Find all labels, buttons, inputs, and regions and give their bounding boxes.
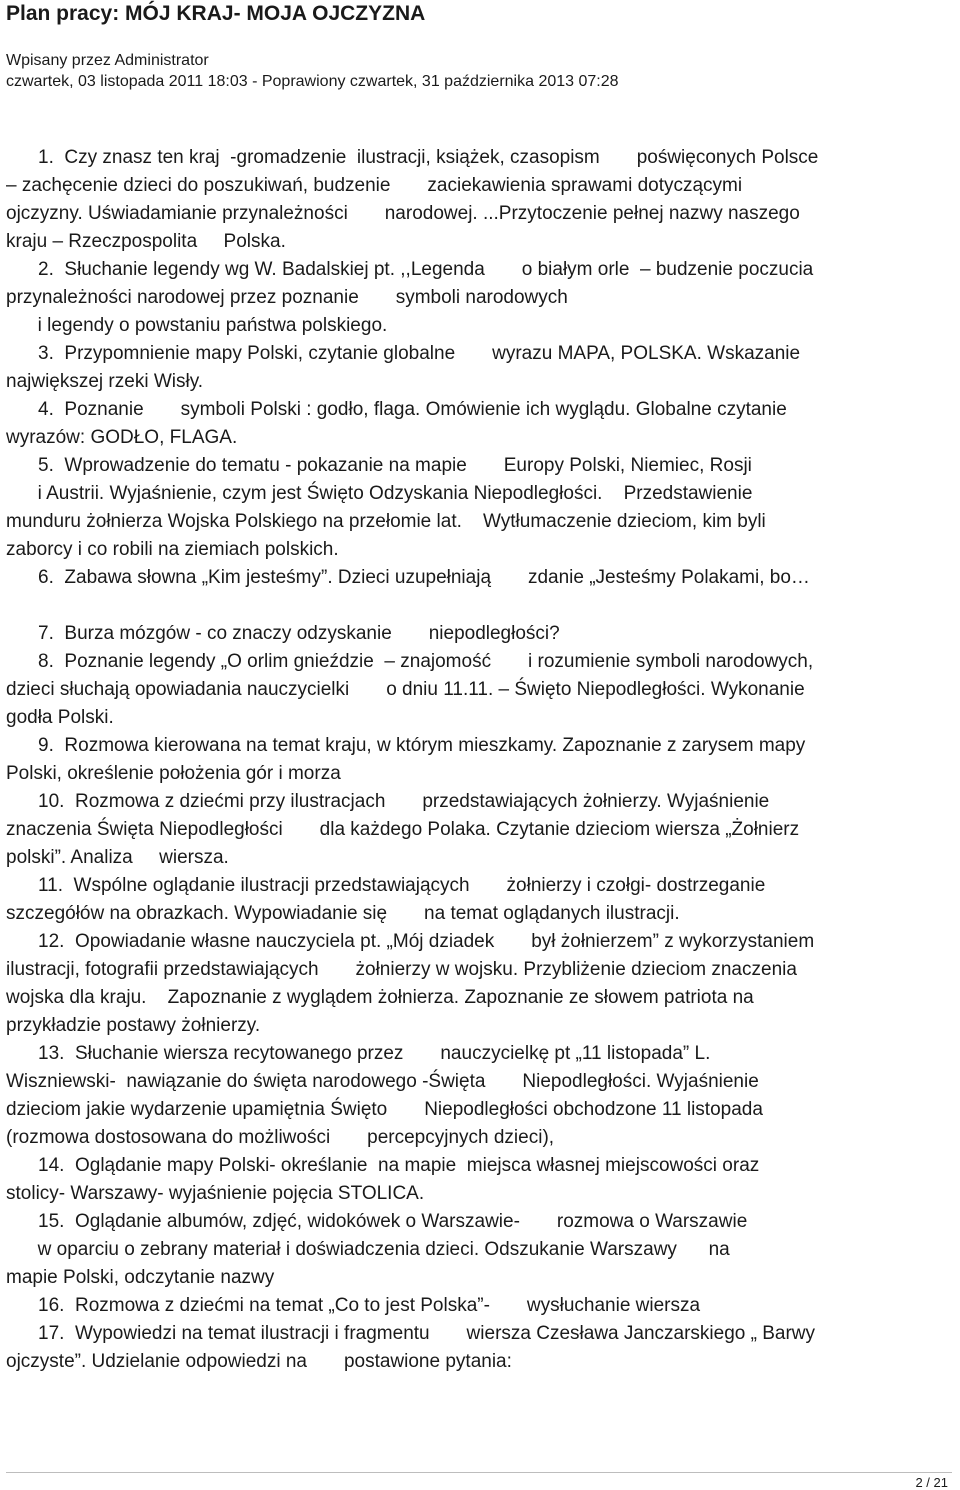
text-line: 17. Wypowiedzi na temat ilustracji i fragmentu wiersza Czesława Janczarskiego „ Barwy: [38, 1323, 816, 1344]
text-line: munduru żołnierza Wojska Polskiego na przełomie lat. Wytłumaczenie dzieciom, kim byli: [6, 511, 766, 532]
text-line: przynależności narodowej przez poznanie symboli narodowych: [6, 287, 568, 308]
text-line: i legendy o powstaniu państwa polskiego.: [6, 315, 388, 336]
text-line: ojczyste”. Udzielanie odpowiedzi na postawione pytania:: [6, 1351, 512, 1372]
text-line: 3. Przypomnienie mapy Polski, czytanie globalne wyrazu MAPA, POLSKA. Wskazanie: [38, 343, 801, 364]
text-line: 9. Rozmowa kierowana na temat kraju, w którym mieszkamy. Zapoznanie z zarysem mapy: [38, 735, 806, 756]
text-line: mapie Polski, odczytanie nazwy: [6, 1267, 275, 1288]
text-line: (rozmowa dostosowana do możliwości percepcyjnych dzieci),: [6, 1127, 555, 1148]
text-line: 7. Burza mózgów - co znaczy odzyskanie niepodległości?: [38, 623, 560, 644]
text-line: w oparciu o zebrany materiał i doświadczenia dzieci. Odszukanie Warszawy na: [6, 1239, 730, 1260]
text-line: 11. Wspólne oglądanie ilustracji przedstawiających żołnierzy i czołgi- dostrzeganie: [38, 875, 766, 896]
text-line: 16. Rozmowa z dziećmi na temat „Co to jest Polska”- wysłuchanie wiersza: [38, 1295, 701, 1316]
text-line: wojska dla kraju. Zapoznanie z wyglądem żołnierza. Zapoznanie ze słowem patriota na: [6, 987, 754, 1008]
text-line: i Austrii. Wyjaśnienie, czym jest Święto Odzyskania Niepodległości. Przedstawienie: [6, 483, 753, 504]
text-line: godła Polski.: [6, 707, 114, 728]
text-line: zaborcy i co robili na ziemiach polskich.: [6, 539, 339, 560]
text-line: szczegółów na obrazkach. Wypowiadanie się na temat oglądanych ilustracji.: [6, 903, 680, 924]
page-title: Plan pracy: MÓJ KRAJ- MOJA OJCZYZNA: [6, 2, 426, 25]
text-line: 5. Wprowadzenie do tematu - pokazanie na mapie Europy Polski, Niemiec, Rosji: [38, 455, 752, 476]
text-line: 13. Słuchanie wiersza recytowanego przez nauczycielkę pt „11 listopada” L.: [38, 1043, 711, 1064]
text-line: znaczenia Święta Niepodległości dla każdego Polaka. Czytanie dzieciom wiersza „Żołnierz: [6, 819, 800, 840]
text-line: Polski, określenie położenia gór i morza: [6, 763, 341, 784]
text-line: stolicy- Warszawy- wyjaśnienie pojęcia STOLICA.: [6, 1183, 425, 1204]
text-line: 6. Zabawa słowna „Kim jesteśmy”. Dzieci uzupełniają zdanie „Jesteśmy Polakami, bo…: [38, 567, 810, 588]
text-line: wyrazów: GODŁO, FLAGA.: [6, 427, 238, 448]
text-line: największej rzeki Wisły.: [6, 371, 204, 392]
text-line: 10. Rozmowa z dziećmi przy ilustracjach przedstawiających żołnierzy. Wyjaśnienie: [38, 791, 770, 812]
text-line: 2. Słuchanie legendy wg W. Badalskiej pt. ,,Legenda o białym orle – budzenie poczucia: [38, 259, 814, 280]
text-line: Wiszniewski- nawiązanie do święta narodowego -Święta Niepodległości. Wyjaśnienie: [6, 1071, 759, 1092]
text-line: przykładzie postawy żołnierzy.: [6, 1015, 261, 1036]
footer-divider: [6, 1472, 952, 1473]
text-line: 14. Oglądanie mapy Polski- określanie na mapie miejsca własnej miejscowości oraz: [38, 1155, 760, 1176]
text-line: dzieciom jakie wydarzenie upamiętnia Święto Niepodległości obchodzone 11 listopada: [6, 1099, 763, 1120]
text-line: 4. Poznanie symboli Polski : godło, flaga. Omówienie ich wyglądu. Globalne czytanie: [38, 399, 787, 420]
text-line: kraju – Rzeczpospolita Polska.: [6, 231, 286, 252]
text-line: 12. Opowiadanie własne nauczyciela pt. „Mój dziadek był żołnierzem” z wykorzystaniem: [38, 931, 815, 952]
text-line: ilustracji, fotografii przedstawiających żołnierzy w wojsku. Przybliżenie dzieciom znaczenia: [6, 959, 797, 980]
date-line: czwartek, 03 listopada 2011 18:03 - Poprawiony czwartek, 31 października 2013 07:28: [6, 73, 619, 90]
text-line: polski”. Analiza wiersza.: [6, 847, 229, 868]
text-line: – zachęcenie dzieci do poszukiwań, budzenie zaciekawienia sprawami dotyczącymi: [6, 175, 743, 196]
text-line: 15. Oglądanie albumów, zdjęć, widokówek o Warszawie- rozmowa o Warszawie: [38, 1211, 748, 1232]
author-line: Wpisany przez Administrator: [6, 52, 209, 69]
text-line: dzieci słuchają opowiadania nauczycielki o dniu 11.11. – Święto Niepodległości. Wykonanie: [6, 679, 805, 700]
text-line: 8. Poznanie legendy „O orlim gnieździe – znajomość i rozumienie symboli narodowych,: [38, 651, 814, 672]
text-line: 1. Czy znasz ten kraj -gromadzenie ilustracji, książek, czasopism poświęconych Polsce: [38, 147, 819, 168]
page-number: 2 / 21: [915, 1475, 948, 1490]
text-line: ojczyzny. Uświadamianie przynależności narodowej. ...Przytoczenie pełnej nazwy naszego: [6, 203, 800, 224]
